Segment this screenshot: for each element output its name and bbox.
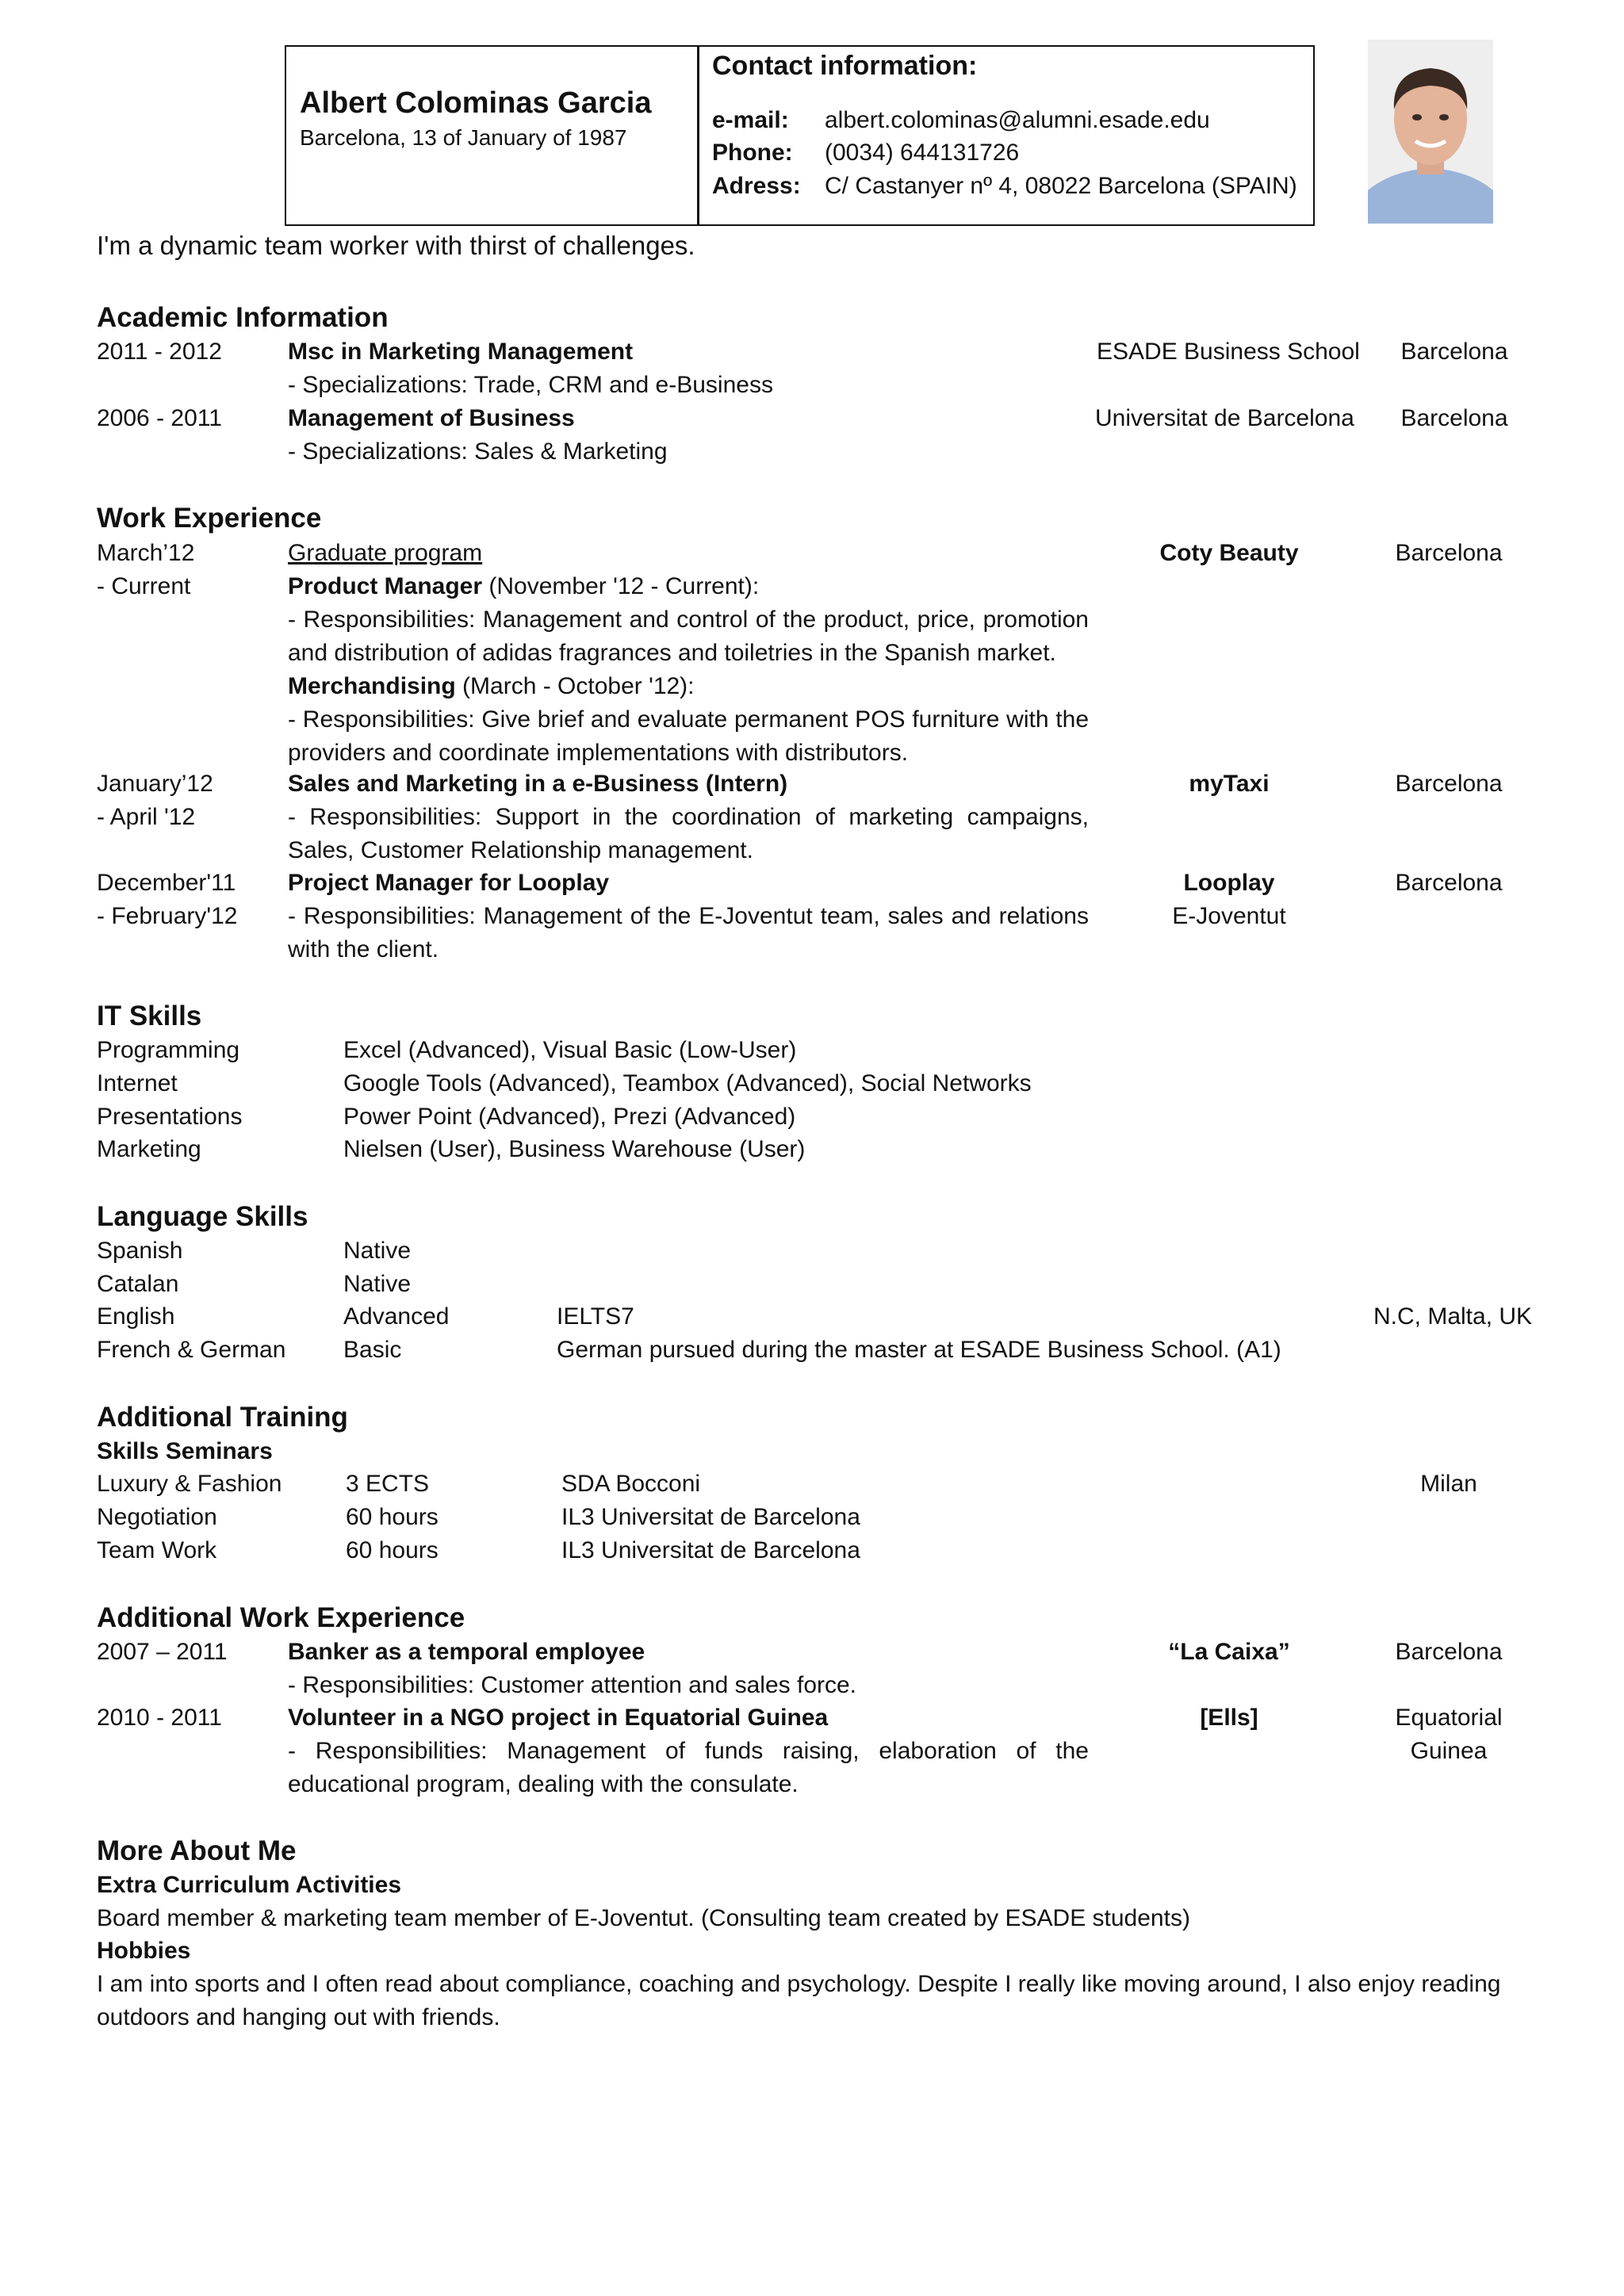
addwork-1-city: Barcelona xyxy=(1395,1639,1503,1665)
addwork-heading: Additional Work Experience xyxy=(97,1602,465,1633)
training-1-name: Luxury & Fashion xyxy=(97,1471,282,1497)
lang-3-place: N.C, Malta, UK xyxy=(1373,1303,1533,1330)
lang-1-level: Native xyxy=(343,1238,412,1264)
job1-date-start: March’12 xyxy=(97,540,195,566)
job1-role1-period: (November '12 - Current): xyxy=(482,573,760,599)
lang-3-note: IELTS7 xyxy=(557,1303,634,1330)
addwork-2-dates: 2010 - 2011 xyxy=(97,1705,222,1731)
profile-photo xyxy=(1368,40,1493,224)
training-3-name: Team Work xyxy=(97,1537,217,1563)
it-3-value: Power Point (Advanced), Prezi (Advanced) xyxy=(343,1104,796,1130)
extra-text: Board member & marketing team member of E-Joventut. (Consulting team created by ESADE students) xyxy=(97,1905,1190,1931)
training-3-hours: 60 hours xyxy=(346,1537,439,1563)
job1-role1-line xyxy=(288,570,759,603)
job3-date-end: - February'12 xyxy=(97,903,238,929)
it-2-area: Internet xyxy=(97,1070,178,1096)
contact-title: Contact information: xyxy=(712,51,978,81)
address-value: C/ Castanyer nº 4, 08022 Barcelona (SPAIN) xyxy=(825,173,1297,199)
training-2-name: Negotiation xyxy=(97,1504,217,1530)
job1-role1-resp: - Responsibilities: Management and control of the product, price, promotion and distribution of adidas fragrances and toiletries in the Spanish market. xyxy=(288,607,1089,666)
job2-company: myTaxi xyxy=(1189,771,1270,797)
it-3-area: Presentations xyxy=(97,1104,243,1130)
academic-1-detail: - Specializations: Trade, CRM and e-Business xyxy=(288,372,773,398)
addwork-2-resp: - Responsibilities: Management of funds raising, elaboration of the educational program, dealing with the consulate. xyxy=(288,1738,1089,1797)
training-3-school: IL3 Universitat de Barcelona xyxy=(561,1537,860,1563)
training-2-school: IL3 Universitat de Barcelona xyxy=(561,1504,860,1530)
phone-value: (0034) 644131726 xyxy=(825,140,1020,166)
birth-info: Barcelona, 13 of January of 1987 xyxy=(300,125,627,150)
training-2-hours: 60 hours xyxy=(346,1504,439,1530)
address-label: Adress: xyxy=(712,173,801,199)
lang-3-name: English xyxy=(97,1303,175,1330)
it-2-value: Google Tools (Advanced), Teambox (Advanced), Social Networks xyxy=(343,1070,1032,1096)
work-heading: Work Experience xyxy=(97,503,322,534)
academic-2-title: Management of Business xyxy=(288,405,575,431)
job1-city: Barcelona xyxy=(1395,540,1503,566)
hobbies-text: I am into sports and I often read about compliance, coaching and psychology. Despite I really like moving around, I also enjoy reading outdoors and hanging out with friends. xyxy=(97,1971,1501,2030)
lang-4-name: French & German xyxy=(97,1337,286,1363)
it-heading: IT Skills xyxy=(97,1001,202,1031)
job1-role2-resp: - Responsibilities: Give brief and evaluate permanent POS furniture with the providers and coordinate implementations with distributors. xyxy=(288,706,1089,766)
academic-2-dates: 2006 - 2011 xyxy=(97,405,222,431)
job2-date-end: - April '12 xyxy=(97,804,196,830)
hobbies-title: Hobbies xyxy=(97,1938,191,1964)
addwork-1-org: “La Caixa” xyxy=(1168,1639,1290,1665)
job1-date-end: - Current xyxy=(97,573,191,599)
job1-role2-line xyxy=(288,670,695,703)
job3-city: Barcelona xyxy=(1395,870,1503,896)
lang-1-name: Spanish xyxy=(97,1238,183,1264)
more-heading: More About Me xyxy=(97,1835,297,1866)
phone-label: Phone: xyxy=(712,140,793,166)
extra-title: Extra Curriculum Activities xyxy=(97,1872,402,1898)
lang-2-name: Catalan xyxy=(97,1271,179,1297)
training-1-hours: 3 ECTS xyxy=(346,1471,430,1497)
academic-2-school: Universitat de Barcelona xyxy=(1095,405,1354,431)
job3-resp: - Responsibilities: Management of the E-Joventut team, sales and relations with the client. xyxy=(288,903,1089,962)
it-1-area: Programming xyxy=(97,1037,240,1063)
job1-company: Coty Beauty xyxy=(1159,540,1299,566)
lang-4-note: German pursued during the master at ESADE Business School. (A1) xyxy=(557,1337,1281,1363)
job3-company: Looplay xyxy=(1183,870,1275,896)
addwork-1-dates: 2007 – 2011 xyxy=(97,1639,228,1665)
job3-company-sub: E-Joventut xyxy=(1172,903,1286,929)
lang-3-level: Advanced xyxy=(343,1303,450,1330)
academic-1-title: Msc in Marketing Management xyxy=(288,339,634,365)
addwork-2-org: [Ells] xyxy=(1200,1705,1258,1731)
it-4-value: Nielsen (User), Business Warehouse (User) xyxy=(343,1136,806,1162)
academic-2-detail: - Specializations: Sales & Marketing xyxy=(288,438,668,465)
addwork-2-title: Volunteer in a NGO project in Equatorial Guinea xyxy=(288,1705,829,1731)
academic-1-school: ESADE Business School xyxy=(1097,339,1360,365)
job1-role2: Merchandising xyxy=(288,673,456,699)
language-heading: Language Skills xyxy=(97,1201,308,1232)
job3-date-start: December'11 xyxy=(97,870,236,896)
training-1-school: SDA Bocconi xyxy=(561,1471,701,1497)
academic-1-dates: 2011 - 2012 xyxy=(97,339,222,365)
job1-program: Graduate program xyxy=(288,540,483,566)
job2-resp: - Responsibilities: Support in the coordination of marketing campaigns, Sales, Customer Relationship management. xyxy=(288,804,1089,863)
job1-role1: Product Manager xyxy=(288,573,483,599)
it-1-value: Excel (Advanced), Visual Basic (Low-User) xyxy=(343,1037,797,1063)
email-label: e-mail: xyxy=(712,107,789,133)
training-1-city: Milan xyxy=(1420,1471,1477,1497)
addwork-2-city-line2: Guinea xyxy=(1410,1738,1488,1764)
academic-heading: Academic Information xyxy=(97,302,389,333)
candidate-name: Albert Colominas Garcia xyxy=(300,86,652,120)
training-heading: Additional Training xyxy=(97,1402,348,1433)
it-4-area: Marketing xyxy=(97,1136,201,1162)
job2-city: Barcelona xyxy=(1395,771,1503,797)
summary: I'm a dynamic team worker with thirst of challenges. xyxy=(97,231,695,260)
job2-title: Sales and Marketing in a e-Business (Intern) xyxy=(288,771,788,797)
addwork-1-title: Banker as a temporal employee xyxy=(288,1639,645,1665)
academic-1-city: Barcelona xyxy=(1400,339,1508,365)
job2-date-start: January’12 xyxy=(97,771,213,797)
training-subheading: Skills Seminars xyxy=(97,1438,273,1464)
lang-4-level: Basic xyxy=(343,1337,402,1363)
academic-2-city: Barcelona xyxy=(1400,405,1508,431)
job1-role2-period: (March - October '12): xyxy=(455,673,695,699)
email-value[interactable]: albert.colominas@alumni.esade.edu xyxy=(825,107,1210,133)
addwork-2-city: Equatorial xyxy=(1395,1705,1503,1731)
lang-2-level: Native xyxy=(343,1271,412,1297)
job3-title: Project Manager for Looplay xyxy=(288,870,610,896)
addwork-1-resp: - Responsibilities: Customer attention and sales force. xyxy=(288,1672,857,1698)
